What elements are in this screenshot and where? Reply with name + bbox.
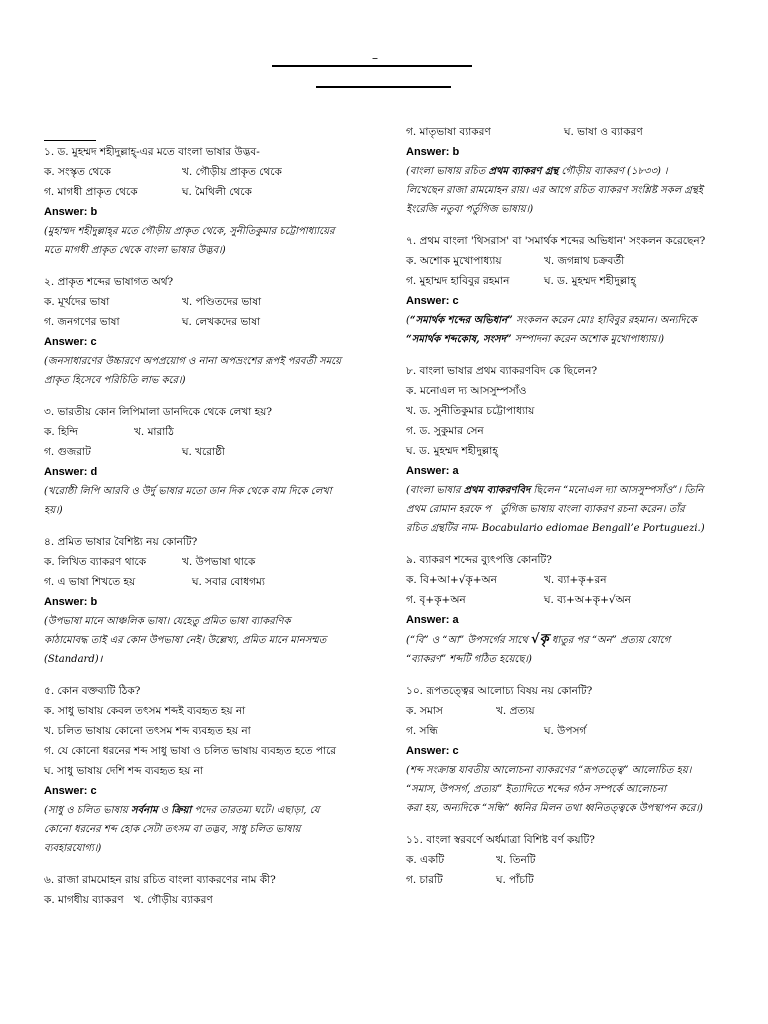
- answer: Answer: a: [406, 465, 459, 477]
- option-c: গ. ড. সুকুমার সেন: [406, 425, 484, 437]
- explanation: [44, 801, 389, 858]
- option-d: ঘ. ভাষা ও ব্যাকরণ: [564, 126, 643, 138]
- question-2: [44, 272, 389, 390]
- option-d: ঘ. মৈথিলী থেকে: [182, 186, 252, 198]
- expl-bold: সর্বনাম: [130, 805, 158, 816]
- explanation-line: [406, 162, 751, 181]
- options-row: [406, 850, 751, 870]
- option-b: খ. তিনটি: [496, 854, 536, 866]
- expl-text: ও: [157, 805, 172, 816]
- option-c: গ. চারটি: [406, 874, 443, 886]
- expl-bold: “সমার্থক শব্দের অভিধান”: [409, 315, 513, 326]
- options-row: [406, 271, 751, 291]
- option-b: খ. ব্যা+কৃ+রন: [544, 574, 607, 586]
- expl-bold: প্রথম ব্যাকরণ গ্রন্থ: [488, 166, 559, 177]
- option-d: ঘ. ব্য+অ+কৃ+√অন: [544, 594, 631, 606]
- question-1: [44, 142, 389, 260]
- options-row: [44, 312, 389, 332]
- explanation: [44, 222, 389, 260]
- explanation-line: হয়।): [44, 505, 63, 516]
- option-a: ক. লিখিত ব্যাকরণ থাকে: [44, 556, 147, 568]
- option-a: ক. সমাস: [406, 705, 443, 717]
- option-a: ক. অশোক মুখোপাধ্যায়: [406, 255, 502, 267]
- question-text: ২. প্রাকৃত শব্দের ভাষাগত অর্থ?: [44, 276, 174, 288]
- expl-bold: √কৃ: [530, 632, 549, 647]
- expl-bold: প্রথম ব্যাকরণবিদ: [463, 485, 531, 496]
- option-a: ক. সাধু ভাষায় কেবল তৎসম শব্দই ব্যবহৃত হয় না: [44, 705, 246, 717]
- question-text: ১. ড. মুহম্মদ শহীদুল্লাহ্-এর মতে বাংলা ভাষার উদ্ভব-: [44, 146, 260, 158]
- answer: Answer: a: [406, 614, 459, 626]
- expl-bold: “সমার্থক শব্দকোষ, সংসদ”: [406, 334, 512, 345]
- expl-text: (বাংলা ভাষায় রচিত: [406, 166, 489, 177]
- expl-text: (“বি” ও “আ” উপসর্গের সাথে: [406, 635, 531, 646]
- option-d: ঘ. ড. মুহম্মদ শহীদুল্লাহ্: [544, 275, 636, 287]
- question-text: ৫. কোন বক্তব্যটি ঠিক?: [44, 685, 141, 697]
- answer: Answer: b: [44, 596, 98, 608]
- question-text: ৪. প্রমিত ভাষার বৈশিষ্ট্য নয় কোনটি?: [44, 536, 198, 548]
- explanation: [406, 761, 751, 818]
- answer: Answer: b: [44, 206, 98, 218]
- question-text: ৬. রাজা রামমোহন রায় রচিত বাংলা ব্যাকরণের নাম কী?: [44, 874, 276, 886]
- option-a: ক. হিন্দি: [44, 426, 78, 438]
- left-column: [44, 122, 389, 922]
- answer: Answer: d: [44, 466, 98, 478]
- options-row: [406, 590, 751, 610]
- options-row: [406, 122, 751, 142]
- option-d: ঘ. সবার বোধগম্য: [192, 576, 265, 588]
- option-b: খ. উপভাষা থাকে: [182, 556, 256, 568]
- explanation: [44, 612, 389, 669]
- option-b: খ. ড. সুনীতিকুমার চট্টোপাধ্যায়: [406, 405, 535, 417]
- option-b: খ. জগন্নাথ চক্রবর্তী: [544, 255, 625, 267]
- explanation-line: প্রথম রোমান হরফে প র্তুগিজ ভাষায় বাংলা ব্যাকরণ রচনা করেন। তাঁর: [406, 504, 685, 515]
- explanation-line: কাঠামোবদ্ধ তাই এর কোন উপভাষা নেই। উল্লেখ্য, প্রমিত মানে মানসম্মত: [44, 635, 327, 646]
- header-rule-top: [272, 65, 472, 67]
- explanation: [406, 311, 751, 349]
- explanation-line: (উপভাষা মানে আঞ্চলিক ভাষা। যেহেতু প্রমিত ভাষা ব্যাকরণিক: [44, 616, 291, 627]
- expl-text: (সাধু ও চলিত ভাষায়: [44, 805, 131, 816]
- answer: Answer: c: [44, 785, 97, 797]
- options-row: [44, 162, 389, 182]
- options-row: [44, 442, 389, 462]
- option-c: গ. যে কোনো ধরনের শব্দ সাধু ভাষা ও চলিত ভাষায় ব্যবহৃত হতে পারে: [44, 745, 337, 757]
- explanation: [44, 482, 389, 520]
- options-row: [406, 251, 751, 271]
- option-c: গ. মুহাম্মদ হাবিবুর রহমান: [406, 275, 510, 287]
- explanation-line: রচিত গ্রন্থটির নাম- Bocabulario ediomae Bengall’e Portuguezi.): [406, 523, 705, 534]
- expl-text: গৌড়ীয় ব্যাকরণ (১৮৩৩) ।: [558, 166, 668, 177]
- option-c: গ. গুজরাট: [44, 446, 91, 458]
- question-text: ৮. বাংলা ভাষার প্রথম ব্যাকরণবিদ কে ছিলেন?: [406, 365, 598, 377]
- explanation-line: করা হয়, অন্যদিকে “সন্ধি” ধ্বনির মিলন তথা ধ্বনিতত্ত্বকে উপস্থাপন করে।): [406, 803, 703, 814]
- explanation-line: [406, 330, 751, 349]
- answer: Answer: b: [406, 146, 460, 158]
- explanation-line: [406, 311, 751, 330]
- header-dash: –: [372, 51, 378, 65]
- question-6: [44, 870, 389, 910]
- explanation-line: লিখেছেন রাজা রামমোহন রায়। এর আগে রচিত ব্যাকরণ সংশ্লিষ্ট সকল গ্রন্থই: [406, 185, 703, 196]
- option-b: খ. গৌড়ীয় প্রাকৃত থেকে: [182, 166, 282, 178]
- explanation-line: [406, 481, 751, 500]
- options-row: [44, 182, 389, 202]
- explanation-line: [44, 801, 389, 820]
- options-row: [406, 570, 751, 590]
- options-row: [44, 422, 389, 442]
- header-rule-bottom: [316, 86, 451, 88]
- explanation-line: (খরোষ্ঠী লিপি আরবি ও উর্দু ভাষার মতো ডান দিক থেকে বাম দিকে লেখা: [44, 486, 332, 497]
- expl-text: (বাংলা ভাষার: [406, 485, 464, 496]
- options-row: [44, 292, 389, 312]
- options-row: [406, 701, 751, 721]
- explanation-line: “ব্যাকরণ” শব্দটি গঠিত হয়েছে।): [406, 654, 532, 665]
- explanation: [44, 352, 389, 390]
- right-column: [406, 122, 751, 902]
- question-8: [406, 361, 751, 538]
- page-header: [0, 0, 768, 100]
- option-c: গ. এ ভাষা শিখতে হয়: [44, 576, 136, 588]
- question-3: [44, 402, 389, 520]
- expl-text: সম্পাদনা করেন অশোক মুখোপাধ্যায়।): [511, 334, 665, 345]
- explanation-line: (Standard)।: [44, 654, 103, 665]
- question-11: [406, 830, 751, 890]
- explanation: [406, 162, 751, 219]
- explanation-line: [406, 630, 751, 650]
- question-text: ১০. রূপতত্ত্বের আলোচ্য বিষয় নয় কোনটি?: [406, 685, 593, 697]
- question-9: [406, 550, 751, 669]
- expl-text: ছিলেন “মনোএল দ্যা আসসুম্পসাঁও”। তিনি: [530, 485, 704, 496]
- option-c: গ. মাতৃভাষা ব্যাকরণ: [406, 126, 491, 138]
- expl-text: ধাতুর পর “অন” প্রত্যয় যোগে: [548, 635, 671, 646]
- question-5: [44, 681, 389, 858]
- option-d: ঘ. ড. মুহম্মদ শহীদুল্লাহ্: [406, 445, 498, 457]
- question-4: [44, 532, 389, 669]
- option-c: গ. বৃ+কৃ+অন: [406, 594, 466, 606]
- option-b: খ. মারাঠি: [134, 426, 174, 438]
- question-text: ১১. বাংলা স্বরবর্ণে অর্ধমাত্রা বিশিষ্ট বর্ণ কয়টি?: [406, 834, 595, 846]
- option-a: ক. মনোএল দ্য আসসুম্পসাঁও: [406, 385, 527, 397]
- question-text: ৭. প্রথম বাংলা 'থিসরাস' বা 'সমার্থক শব্দের অভিধান' সংকলন করেছেন?: [406, 235, 706, 247]
- option-d: ঘ. সাধু ভাষায় দেশি শব্দ ব্যবহৃত হয় না: [44, 765, 203, 777]
- option-b: খ. পণ্ডিতদের ভাষা: [182, 296, 262, 308]
- option-c: গ. মাগধী প্রাকৃত থেকে: [44, 186, 138, 198]
- question-text: ৯. ব্যাকরণ শব্দের ব্যুৎপত্তি কোনটি?: [406, 554, 552, 566]
- explanation: [406, 481, 751, 538]
- option-d: ঘ. উপসর্গ: [544, 725, 587, 737]
- question-text: ৩. ভারতীয় কোন লিপিমালা ডানদিকে থেকে লেখা হয়?: [44, 406, 272, 418]
- options-row: [44, 572, 389, 592]
- explanation-line: প্রাকৃত হিসেবে পরিচিতি লাভ করে।): [44, 375, 186, 386]
- explanation-line: (মুহাম্মদ শহীদুল্লাহ্‌র মতে গৌড়ীয় প্রাকৃত থেকে, সুনীতিকুমার চট্টোপাধ্যায়ের: [44, 226, 335, 237]
- expl-bold: ক্রিয়া: [171, 805, 192, 816]
- explanation-line: (শব্দ সংক্রান্ত যাবতীয় আলোচনা ব্যাকরণের “রূপতত্ত্বে” আলোচিত হয়।: [406, 765, 692, 776]
- options-row: [406, 870, 751, 890]
- answer: Answer: c: [406, 745, 459, 757]
- option-b: খ. প্রত্যয়: [496, 705, 535, 717]
- explanation-line: কোনো ধরনের শব্দ হোক সেটা তৎসম বা তদ্ভব, সাধু চলিত ভাষায়: [44, 824, 301, 835]
- explanation-line: মতে মাগধী প্রাকৃত থেকে বাংলা ভাষার উদ্ভব।): [44, 245, 226, 256]
- option-a: ক. মূর্খদের ভাষা: [44, 296, 110, 308]
- answer: Answer: c: [44, 336, 97, 348]
- option-a: ক. একটি: [406, 854, 445, 866]
- explanation: [406, 630, 751, 669]
- option-c: গ. সন্ধি: [406, 725, 438, 737]
- option-d: ঘ. পাঁচটি: [496, 874, 534, 886]
- options-row: ক. মাগধীয় ব্যাকরণ খ. গৌড়ীয় ব্যাকরণ: [44, 894, 213, 906]
- options-row: [44, 552, 389, 572]
- explanation-line: ইংরেজি নতুবা পর্তুগিজ ভাষায়।): [406, 204, 534, 215]
- explanation-line: ব্যবহারযোগ্য।): [44, 843, 102, 854]
- option-d: ঘ. খরোষ্ঠী: [182, 446, 225, 458]
- expl-text: পদের তারতম্য ঘটে। এছাড়া, যে: [191, 805, 320, 816]
- expl-text: (: [406, 315, 410, 326]
- option-a: ক. সংস্কৃত থেকে: [44, 166, 111, 178]
- question-10: [406, 681, 751, 818]
- question-7: [406, 231, 751, 349]
- option-d: ঘ. লেখকদের ভাষা: [182, 316, 261, 328]
- options-row: [406, 721, 751, 741]
- option-b: খ. চলিত ভাষায় কোনো তৎসম শব্দ ব্যবহৃত হয় না: [44, 725, 251, 737]
- answer: Answer: c: [406, 295, 459, 307]
- option-a: ক. বি+আ+√কৃ+অন: [406, 574, 497, 586]
- explanation-line: “সমাস, উপসর্গ, প্রত্যয়” ইত্যাদিতে শব্দের গঠন সম্পর্কে আলোচনা: [406, 784, 666, 795]
- expl-text: সংকলন করেন মোঃ হাবিবুর রহমান। অন্যদিকে: [512, 315, 697, 326]
- question-6-continued: [406, 122, 751, 219]
- explanation-line: (জনসাধারণের উচ্চারণে অপপ্রয়োগ ও নানা অপভ্রংশের রূপই পরবর্তী সময়ে: [44, 356, 342, 367]
- option-c: গ. জনগণের ভাষা: [44, 316, 120, 328]
